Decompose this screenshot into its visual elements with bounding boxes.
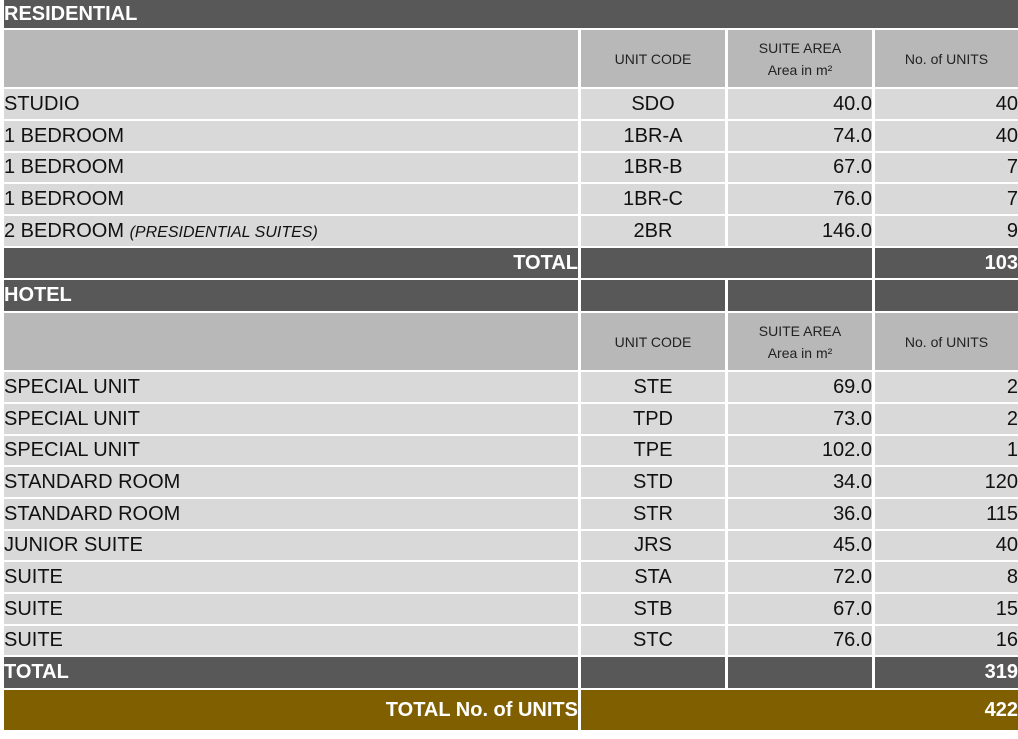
- suite-area-cell: 67.0: [728, 153, 875, 184]
- suite-area-cell: 69.0: [728, 372, 875, 404]
- unit-count-cell: 40: [875, 531, 1018, 562]
- suite-area-cell: 34.0: [728, 467, 875, 499]
- unit-type: STANDARD ROOM: [4, 502, 181, 525]
- unit-code-cell: 1BR-A: [581, 121, 728, 153]
- unit-count-cell: 16: [875, 626, 1018, 657]
- suite-area-cell: 67.0: [728, 594, 875, 626]
- unit-count-cell: 7: [875, 153, 1018, 184]
- unit-type-cell: [4, 404, 581, 436]
- hotel-total-label: TOTAL: [4, 657, 581, 690]
- suite-area-header: [728, 313, 875, 372]
- unit-count-cell: 8: [875, 562, 1018, 594]
- table-row: [4, 404, 1018, 436]
- unit-code-cell: STD: [581, 467, 728, 499]
- suite-area-cell: 102.0: [728, 436, 875, 467]
- suite-area-header: [728, 30, 875, 89]
- suite-area-cell: 36.0: [728, 499, 875, 531]
- unit-code-header: UNIT CODE: [581, 313, 728, 372]
- table-row: [4, 562, 1018, 594]
- hotel-title: HOTEL: [4, 280, 581, 313]
- residential-column-header: [4, 30, 1018, 89]
- unit-type-cell: [4, 626, 581, 657]
- unit-count-cell: 1: [875, 436, 1018, 467]
- unit-type-cell: [4, 121, 581, 153]
- residential-rows: [4, 89, 1018, 248]
- unit-type-cell: [4, 594, 581, 626]
- table-row: [4, 372, 1018, 404]
- suite-area-cell: 76.0: [728, 626, 875, 657]
- unit-type-cell: [4, 153, 581, 184]
- table-row: [4, 184, 1018, 216]
- unit-type: SPECIAL UNIT: [4, 407, 140, 430]
- hotel-header-empty-1: [581, 280, 728, 313]
- unit-count-cell: 9: [875, 216, 1018, 248]
- unit-type-cell: [4, 531, 581, 562]
- hotel-column-header: [4, 313, 1018, 372]
- hotel-total-empty-1: [581, 657, 728, 690]
- unit-code-cell: STE: [581, 372, 728, 404]
- unit-count-cell: 2: [875, 404, 1018, 436]
- suite-area-header-line1: SUITE AREA: [758, 322, 842, 339]
- unit-count-cell: 115: [875, 499, 1018, 531]
- unit-type: 1 BEDROOM: [4, 156, 125, 178]
- hotel-rows: [4, 372, 1018, 657]
- unit-code-cell: 1BR-B: [581, 153, 728, 184]
- unit-type-note: (PRESIDENTIAL SUITES): [129, 223, 318, 241]
- suite-area-cell: 73.0: [728, 404, 875, 436]
- hotel-total-units: 319: [875, 657, 1018, 690]
- suite-area-header-line2: Area in m²: [767, 61, 833, 78]
- suite-area-cell: 72.0: [728, 562, 875, 594]
- unit-type-cell: [4, 372, 581, 404]
- unit-type: SPECIAL UNIT: [4, 375, 140, 398]
- table-row: [4, 626, 1018, 657]
- residential-section-header: [4, 0, 1018, 30]
- empty-header-cell: [4, 313, 581, 372]
- unit-type-cell: [4, 562, 581, 594]
- unit-code-cell: STA: [581, 562, 728, 594]
- unit-code-cell: STB: [581, 594, 728, 626]
- hotel-section-header: [4, 280, 1018, 313]
- unit-code-cell: JRS: [581, 531, 728, 562]
- unit-type: 2 BEDROOM: [4, 219, 125, 242]
- suite-area-header-line1: SUITE AREA: [758, 39, 842, 56]
- unit-count-cell: 40: [875, 89, 1018, 121]
- unit-code-cell: TPE: [581, 436, 728, 467]
- unit-type: STANDARD ROOM: [4, 470, 181, 493]
- unit-code-cell: TPD: [581, 404, 728, 436]
- unit-code-cell: SDO: [581, 89, 728, 121]
- table-row: [4, 153, 1018, 184]
- table-row: [4, 467, 1018, 499]
- residential-total-empty: [581, 248, 875, 280]
- unit-code-cell: 2BR: [581, 216, 728, 248]
- unit-type: STUDIO: [4, 92, 80, 115]
- unit-count-cell: 7: [875, 184, 1018, 216]
- table-row: [4, 436, 1018, 467]
- units-header: No. of UNITS: [875, 30, 1018, 89]
- unit-type: 1 BEDROOM: [4, 124, 125, 147]
- suite-area-cell: 146.0: [728, 216, 875, 248]
- suite-area-cell: 45.0: [728, 531, 875, 562]
- table-row: [4, 89, 1018, 121]
- hotel-header-empty-3: [875, 280, 1018, 313]
- grand-total-row: [4, 690, 1018, 732]
- units-header: No. of UNITS: [875, 313, 1018, 372]
- unit-type: SUITE: [4, 597, 63, 620]
- unit-type-cell: [4, 499, 581, 531]
- suite-area-header-line2: Area in m²: [767, 344, 833, 361]
- unit-code-cell: STR: [581, 499, 728, 531]
- table-row: [4, 121, 1018, 153]
- unit-type-cell: [4, 89, 581, 121]
- grand-total-label: TOTAL No. of UNITS: [4, 690, 581, 732]
- suite-area-cell: 40.0: [728, 89, 875, 121]
- hotel-total-empty-2: [728, 657, 875, 690]
- unit-type: SUITE: [4, 629, 63, 651]
- unit-type: SPECIAL UNIT: [4, 439, 140, 461]
- unit-code-cell: STC: [581, 626, 728, 657]
- residential-title: RESIDENTIAL: [4, 0, 1018, 30]
- residential-total-label: TOTAL: [4, 248, 581, 280]
- unit-type-cell: [4, 216, 581, 248]
- hotel-total-row: [4, 657, 1018, 690]
- table-row: [4, 499, 1018, 531]
- unit-type: SUITE: [4, 565, 63, 588]
- table-row: [4, 531, 1018, 562]
- unit-count-cell: 15: [875, 594, 1018, 626]
- grand-total-units: 422: [581, 690, 1018, 732]
- unit-count-cell: 2: [875, 372, 1018, 404]
- unit-count-cell: 40: [875, 121, 1018, 153]
- unit-type: 1 BEDROOM: [4, 187, 125, 210]
- unit-type-cell: [4, 184, 581, 216]
- unit-type: JUNIOR SUITE: [4, 534, 143, 556]
- table-row: [4, 216, 1018, 248]
- empty-header-cell: [4, 30, 581, 89]
- unit-count-cell: 120: [875, 467, 1018, 499]
- unit-code-header: UNIT CODE: [581, 30, 728, 89]
- suite-area-cell: 76.0: [728, 184, 875, 216]
- residential-total-units: 103: [875, 248, 1018, 280]
- suite-area-cell: 74.0: [728, 121, 875, 153]
- unit-type-cell: [4, 436, 581, 467]
- unit-type-cell: [4, 467, 581, 499]
- table-row: [4, 594, 1018, 626]
- units-table: [4, 0, 1018, 732]
- hotel-header-empty-2: [728, 280, 875, 313]
- unit-code-cell: 1BR-C: [581, 184, 728, 216]
- residential-total-row: [4, 248, 1018, 280]
